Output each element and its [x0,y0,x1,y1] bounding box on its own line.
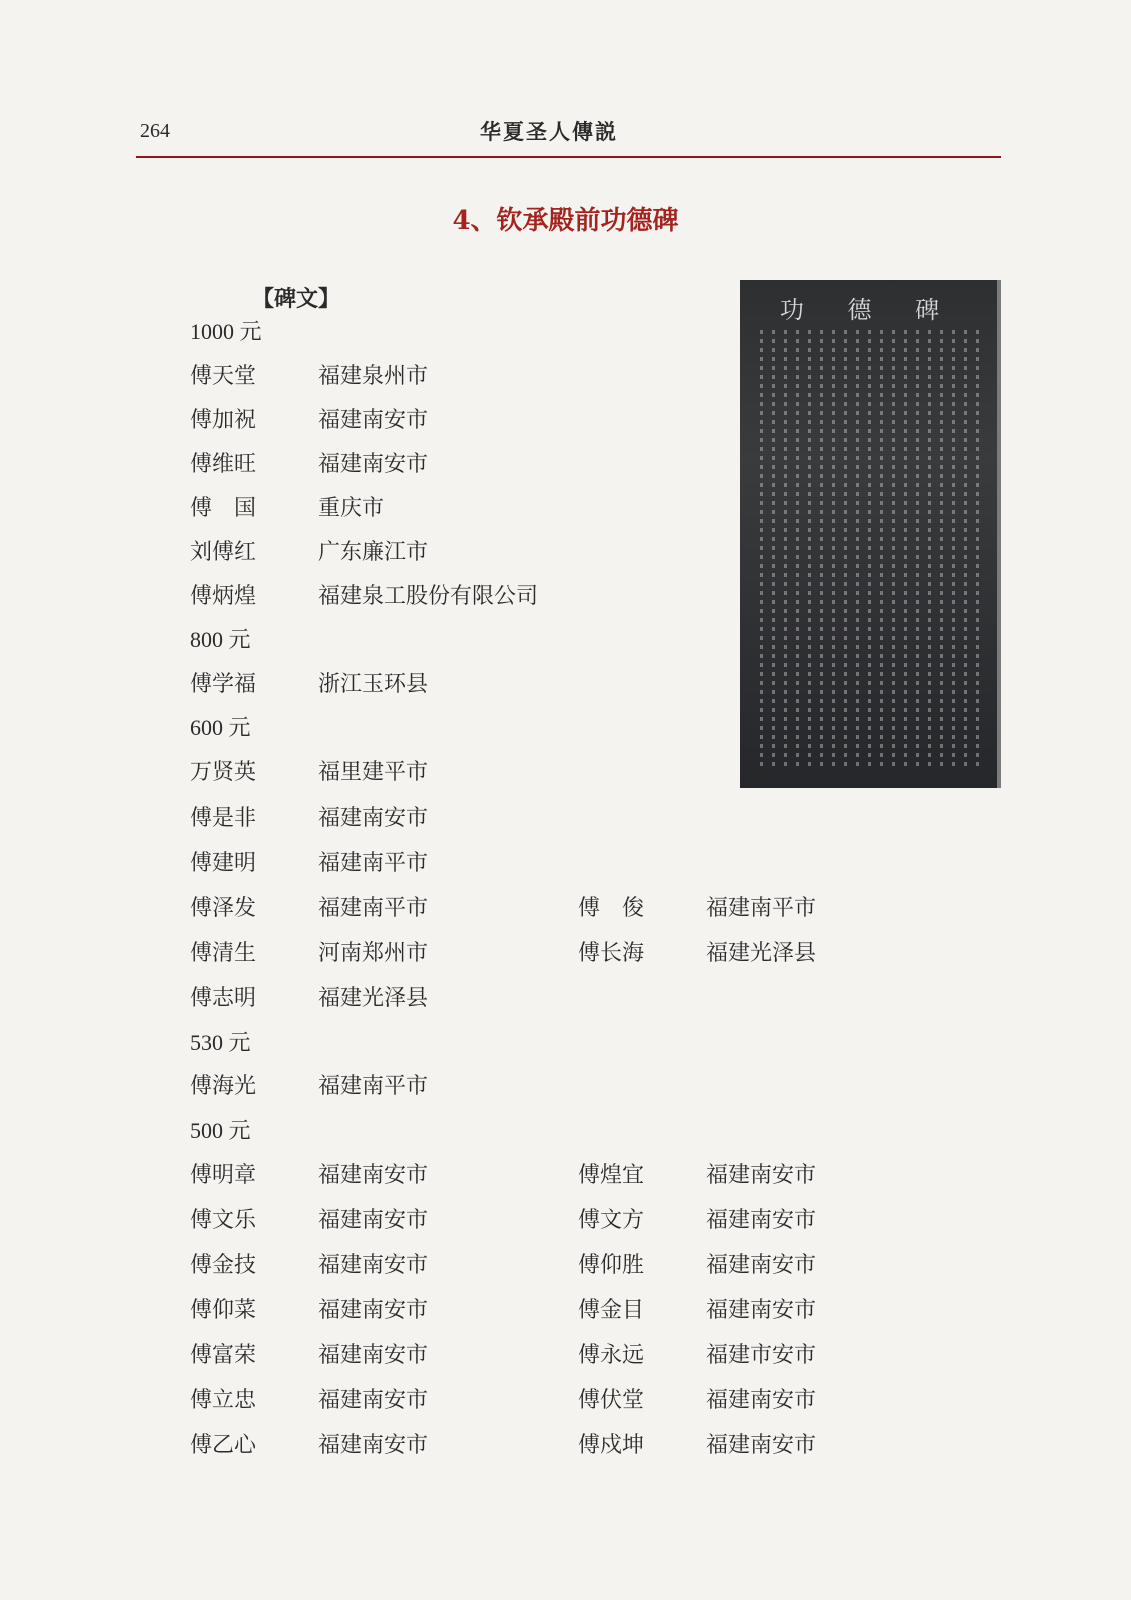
donor-entry [190,447,428,478]
donor-place: 福建南平市 [318,896,429,921]
donor-name: 傅泽发 [190,896,257,921]
donor-place: 浙江玉环县 [318,672,429,697]
donor-entry [190,1338,428,1369]
donor-entry [190,891,428,922]
donor-place: 福里建平市 [318,760,429,785]
donor-entry [190,981,428,1012]
donor-name: 傅维旺 [190,452,257,477]
donor-name: 傅建明 [190,851,257,876]
donor-name: 傅炳煌 [190,584,257,609]
donor-entry [578,1158,816,1189]
donor-place: 福建光泽县 [318,986,429,1011]
donor-place: 福建南安市 [706,1163,817,1188]
donation-amount: 600 元 [190,715,251,740]
donor-name: 傅清生 [190,941,257,966]
donor-entry [578,891,816,922]
donor-place: 福建泉工股份有限公司 [318,584,539,609]
donor-entry [190,801,428,832]
donor-entry [190,1428,428,1459]
donor-name: 傅文方 [578,1208,645,1233]
donor-entry [190,1069,428,1100]
donor-entry [190,1203,428,1234]
donor-place: 广东廉江市 [318,540,429,565]
donor-name: 傅海光 [190,1074,257,1099]
donor-name: 傅学福 [190,672,257,697]
donor-place: 福建泉州市 [318,364,429,389]
donor-name: 万贤英 [190,760,257,785]
donor-place: 福建南安市 [706,1208,817,1233]
donation-amount: 1000 元 [190,319,262,344]
donor-entry [190,579,538,610]
donor-name: 傅 俊 [578,896,645,921]
donor-entry [190,755,428,786]
donor-place: 福建南安市 [318,806,429,831]
donor-place: 福建南安市 [706,1298,817,1323]
donor-entry [190,846,428,877]
header-rule [136,156,1001,158]
donor-name: 傅天堂 [190,364,257,389]
inscription-heading: 【碑文】 [252,286,341,312]
donor-name: 傅是非 [190,806,257,831]
donor-name: 傅永远 [578,1343,645,1368]
donor-place: 福建南安市 [318,1253,429,1278]
donor-name: 傅明章 [190,1163,257,1188]
donor-entry [578,936,816,967]
donor-place: 福建光泽县 [706,941,817,966]
donation-amount: 530 元 [190,1030,251,1055]
donor-place: 福建南安市 [706,1253,817,1278]
donor-place: 福建市安市 [706,1343,817,1368]
donor-entry [578,1338,816,1369]
donor-name: 傅伏堂 [578,1388,645,1413]
donor-place: 重庆市 [318,496,385,521]
donor-place: 福建南安市 [706,1388,817,1413]
donor-place: 福建南安市 [318,408,429,433]
donor-name: 傅文乐 [190,1208,257,1233]
donor-place: 福建南安市 [318,1343,429,1368]
donor-name: 刘傅红 [190,540,257,565]
running-title: 华夏圣人傳説 [480,119,618,144]
donor-entry [190,667,428,698]
donor-place: 福建南平市 [706,896,817,921]
donor-name: 傅立忠 [190,1388,257,1413]
donor-entry [190,491,384,522]
donor-entry [578,1248,816,1279]
donor-name: 傅志明 [190,986,257,1011]
donation-amount: 500 元 [190,1118,251,1143]
donor-name: 傅 国 [190,496,257,521]
donation-amount: 800 元 [190,627,251,652]
donor-name: 傅戍坤 [578,1433,645,1458]
donor-place: 福建南平市 [318,851,429,876]
donor-place: 福建南安市 [318,452,429,477]
donor-entry [578,1203,816,1234]
donor-name: 傅仰胜 [578,1253,645,1278]
donor-name: 傅乙心 [190,1433,257,1458]
donor-entry [190,1383,428,1414]
donor-entry [190,1293,428,1324]
donor-name: 傅煌宜 [578,1163,645,1188]
donor-entry [578,1293,816,1324]
donor-place: 福建南安市 [318,1163,429,1188]
donor-entry [190,1158,428,1189]
stele-photo-caption: 功 德 碑 [779,296,958,324]
page-number: 264 [140,120,170,142]
section-title: 4、钦承殿前功德碑 [452,206,679,236]
donor-place: 福建南安市 [318,1208,429,1233]
donor-place: 福建南安市 [318,1388,429,1413]
donor-place: 福建南安市 [318,1298,429,1323]
donor-entry [190,403,428,434]
donor-name: 傅富荣 [190,1343,257,1368]
donor-name: 傅加祝 [190,408,257,433]
donor-entry [190,936,428,967]
donor-entry [190,359,428,390]
donor-entry [190,535,428,566]
donor-entry [190,1248,428,1279]
stele-photo [740,280,1001,788]
donor-place: 福建南安市 [318,1433,429,1458]
donor-entry [578,1383,816,1414]
donor-place: 福建南平市 [318,1074,429,1099]
donor-place: 福建南安市 [706,1433,817,1458]
donor-name: 傅金技 [190,1253,257,1278]
donor-name: 傅仰菜 [190,1298,257,1323]
donor-place: 河南郑州市 [318,941,429,966]
donor-name: 傅长海 [578,941,645,966]
donor-name: 傅金目 [578,1298,645,1323]
donor-entry [578,1428,816,1459]
